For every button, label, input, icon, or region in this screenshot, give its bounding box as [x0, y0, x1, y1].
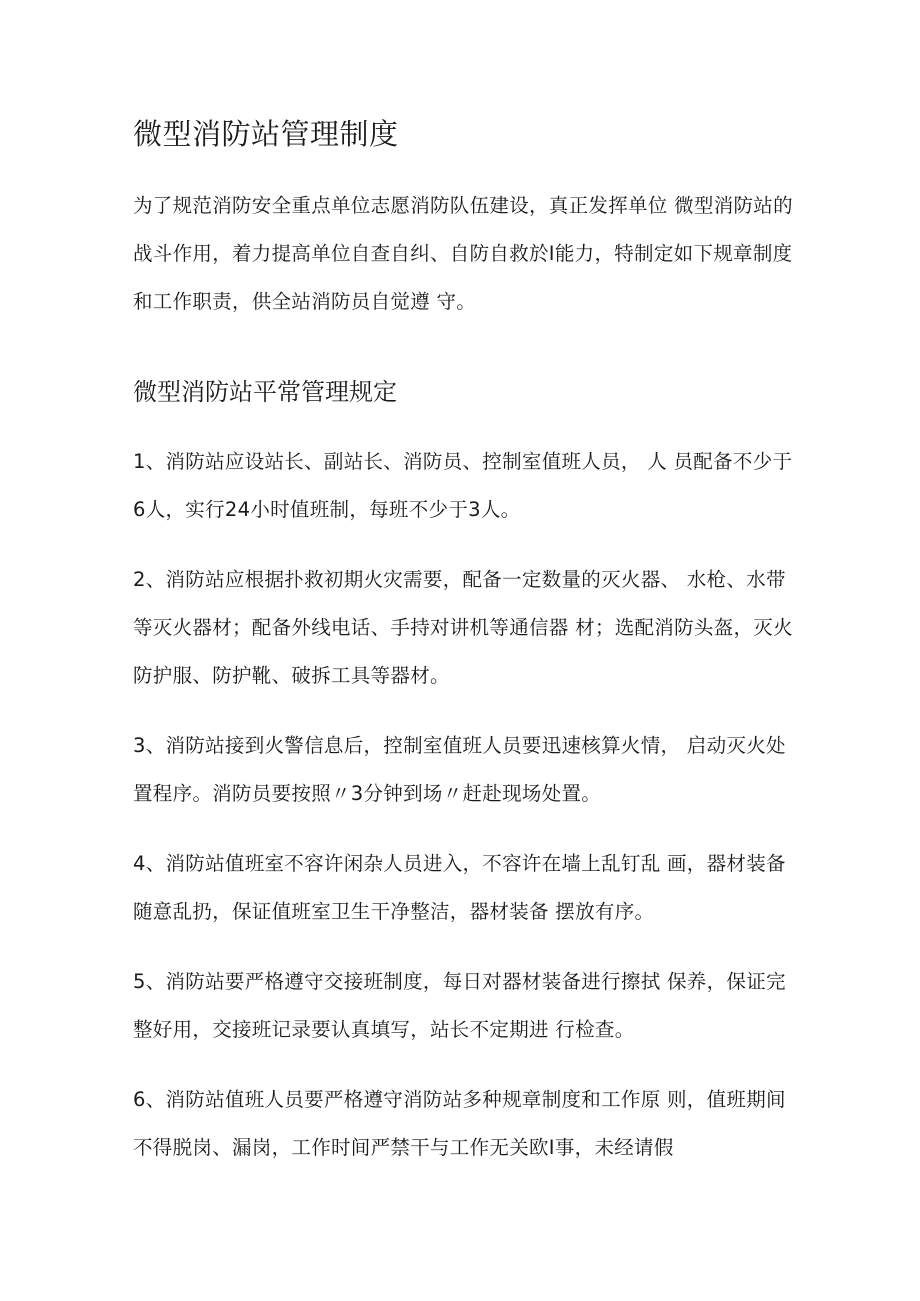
- rule-paragraph-3: 3、消防站接到火警信息后，控制室值班人员要迅速核算火情， 启动灭火处置程序。消防员要按照〃3分钟到场〃赶赴现场处置。: [133, 734, 786, 805]
- rule-paragraph-5: 5、消防站要严格遵守交接班制度，每日对器材装备进行擦拭 保养，保证完整好用，交接班记录要认真填写，站长不定期进 行检查。: [133, 970, 786, 1041]
- intro-paragraph: 为了规范消防安全重点单位志愿消防队伍建设，真正发挥单位 微型消防站的战斗作用，着力提高单位自查自纠、自防自救於I能力，特制定如下规章制度和工作职责，供全站消防员自觉遵 守。: [133, 194, 793, 313]
- section-title: 微型消防站平常管理规定: [133, 378, 397, 406]
- document-title: 微型消防站管理制度: [133, 117, 399, 151]
- rule-paragraph-6: 6、消防站值班人员要严格遵守消防站多种规章制度和工作原 则，值班期间不得脱岗、漏岗，工作时间严禁干与工作无关欧I事，未经请假: [133, 1088, 786, 1159]
- document-page: [133, 110, 793, 1172]
- rule-paragraph-1: 1、消防站应设站长、副站长、消防员、控制室值班人员， 人 员配备不少于6人，实行24小时值班制，每班不少于3人。: [133, 450, 793, 521]
- rule-paragraph-4: 4、消防站值班室不容许闲杂人员进入，不容许在墙上乱钉乱 画，器材装备随意乱扔，保证值班室卫生干净整洁，器材装备 摆放有序。: [133, 852, 786, 923]
- rule-paragraph-2: 2、消防站应根据扑救初期火灾需要，配备一定数量的灭火器、 水枪、水带等灭火器材；配备外线电话、手持对讲机等通信器 材；选配消防头盔，灭火防护服、防护靴、破拆工具等器材。: [133, 568, 793, 687]
